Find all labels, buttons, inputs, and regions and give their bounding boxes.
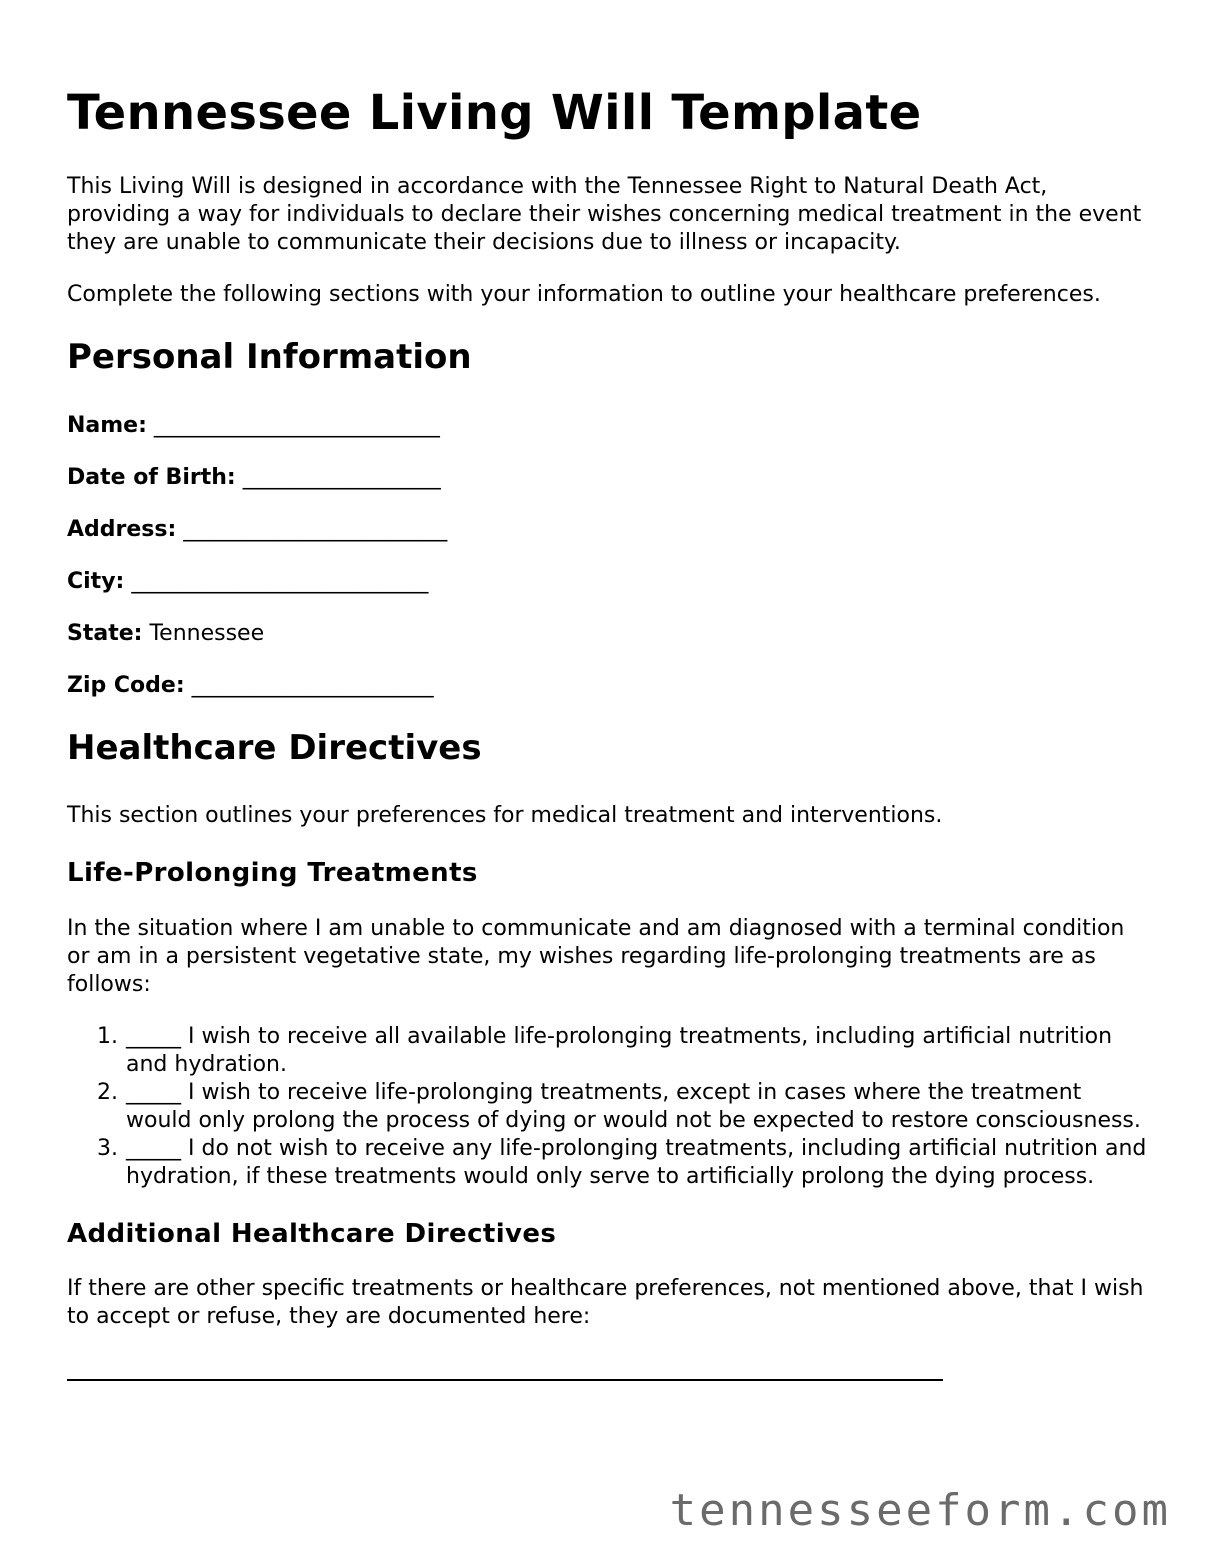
personal-information-heading: Personal Information [67,337,472,377]
address-label: Address: [67,517,177,542]
treatment-option-1[interactable]: 1. _____ I wish to receive all available life-prolonging treatments, including artificial nutrition and hydration. [125,1023,1147,1079]
life-prolonging-description: In the situation where I am unable to communicate and am diagnosed with a terminal condition or am in a persistent vegetative state, my wishes regarding life-prolonging treatments are as follows: [67,916,1125,997]
life-prolonging-heading: Life-Prolonging Treatments [67,858,478,888]
date-of-birth-label: Date of Birth: [67,465,236,490]
name-label: Name: [67,413,147,438]
additional-directives-heading: Additional Healthcare Directives [67,1219,557,1249]
address-field[interactable] [67,516,1147,544]
state-label: State: [67,621,143,646]
intro-paragraph-2: Complete the following sections with your information to outline your healthcare preferences. [67,282,1101,307]
name-blank[interactable]: __________________________ [153,413,440,438]
address-blank[interactable]: ________________________ [183,517,448,542]
state-value: Tennessee [149,621,265,646]
additional-directives-description: If there are other specific treatments or healthcare preferences, not mentioned above, that I wish to accept or refuse, they are documented here: [67,1276,1144,1329]
name-field[interactable] [67,412,1147,440]
healthcare-directives-heading: Healthcare Directives [67,728,482,768]
city-field[interactable] [67,568,1147,596]
treatment-option-3[interactable]: 3. _____ I do not wish to receive any life-prolonging treatments, including artificial nutrition and hydration, if these treatments would only serve to artificially prolong the dying process. [125,1135,1147,1191]
state-field [67,620,1147,648]
city-blank[interactable]: ___________________________ [131,569,429,594]
intro-paragraph-1: This Living Will is designed in accordance with the Tennessee Right to Natural Death Act, providing a way for individuals to declare their wishes concerning medical treatment in the event they are unable to communicate their decisions due to illness or incapacity. [67,174,1142,255]
document-page [67,84,1147,1381]
treatment-options-list [67,1023,1147,1191]
document-title: Tennessee Living Will Template [67,85,922,141]
date-of-birth-field[interactable] [67,464,1147,492]
zip-code-label: Zip Code: [67,673,185,698]
watermark: tennesseeform.com [669,1485,1171,1536]
healthcare-directives-description: This section outlines your preferences for medical treatment and interventions. [67,803,943,828]
additional-directives-blank-line[interactable] [67,1379,943,1381]
date-of-birth-blank[interactable]: __________________ [242,465,441,490]
zip-code-blank[interactable]: ______________________ [191,673,434,698]
city-label: City: [67,569,125,594]
treatment-option-2[interactable]: 2. _____ I wish to receive life-prolonging treatments, except in cases where the treatment would only prolong the process of dying or would not be expected to restore consciousness. [125,1079,1147,1135]
zip-code-field[interactable] [67,672,1147,700]
